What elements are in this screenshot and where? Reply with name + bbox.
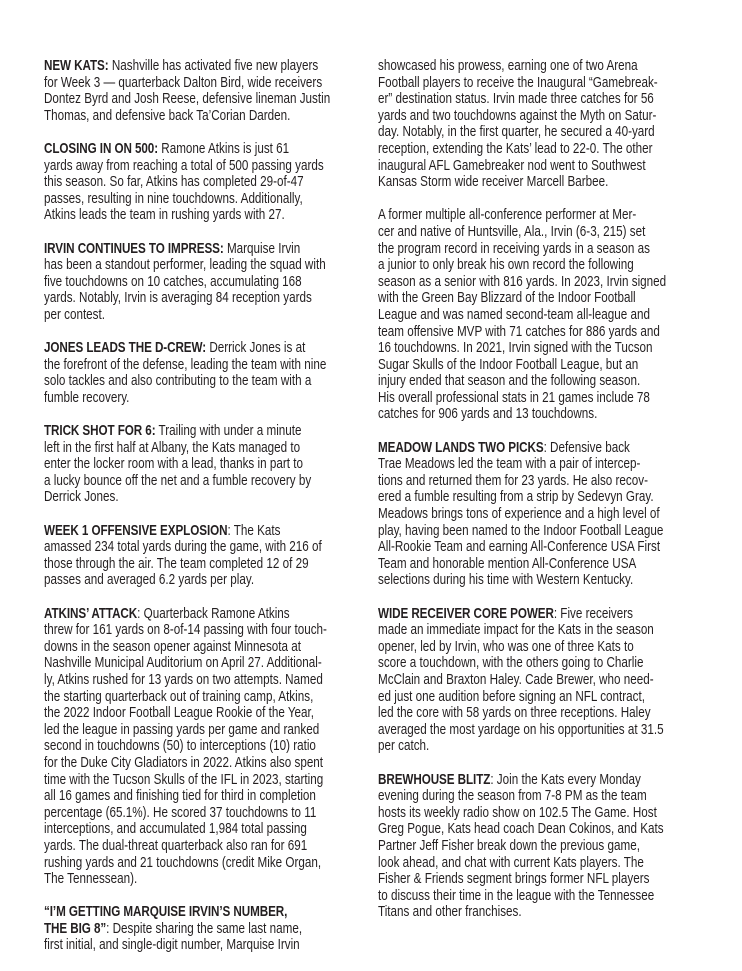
- text-line: Kansas Storm wide receiver Marcell Barbee.: [378, 174, 609, 191]
- text-line: time with the Tucson Skulls of the IFL in 2023, starting: [44, 771, 324, 788]
- text-line: interceptions, and accumulated 1,984 total passing: [44, 821, 307, 838]
- text-line: McClain and Braxton Haley. Cade Brewer, who need-: [378, 671, 654, 688]
- section-heading: TRICK SHOT FOR 6:: [44, 423, 156, 440]
- section-heading: WIDE RECEIVER CORE POWER: [378, 605, 554, 622]
- text-line: All-Rookie Team and earning All-Conference USA First: [378, 539, 661, 556]
- section-heading: THE BIG 8”: [44, 920, 107, 937]
- text-line: score a touchdown, with the others going to Charlie: [378, 655, 644, 672]
- text-line: enter the locker room with a lead, thanks in part to: [44, 456, 303, 473]
- section-heading: MEADOW LANDS TWO PICKS: [378, 439, 544, 456]
- text-line: [44, 921, 380, 938]
- text-line: ly, Atkins rushed for 13 yards on two attempts. Named: [44, 671, 323, 688]
- text-line: catches for 906 yards and 13 touchdowns.: [378, 406, 598, 423]
- text-line: the 2022 Indoor Football League Rookie of the Year,: [44, 705, 315, 722]
- text-line: [44, 606, 380, 623]
- text-line: a junior to only break his own record the following: [378, 257, 634, 274]
- article-paragraph-continued: [378, 58, 742, 191]
- text-line: [378, 440, 714, 457]
- body-text: : Defensive back: [543, 439, 630, 456]
- body-text: Derrick Jones is at: [209, 340, 306, 357]
- text-line: made an immediate impact for the Kats in the season: [378, 622, 654, 639]
- body-text: : Five receivers: [553, 605, 633, 622]
- text-line: second in touchdowns (50) to interceptions (10) ratio: [44, 738, 316, 755]
- section-heading: BREWHOUSE BLITZ: [378, 771, 491, 788]
- text-line: His overall professional stats in 21 games include 78: [378, 389, 650, 406]
- text-line: led the core with 58 yards on three receptions. Haley: [378, 705, 651, 722]
- text-line: passes, resulting in nine touchdowns. Additionally,: [44, 190, 303, 207]
- body-text: : The Kats: [227, 522, 281, 539]
- text-line: Titans and other franchises.: [378, 904, 522, 921]
- text-line: reception, extending the Kats’ lead to 22-0. The other: [378, 140, 653, 157]
- text-line: yards and two touchdowns against the Myth on Satur-: [378, 107, 657, 124]
- text-line: for the Duke City Gladiators in 2022. Atkins also spent: [44, 754, 324, 771]
- text-line: Meadows brings tons of experience and a high level of: [378, 506, 660, 523]
- text-line: [44, 340, 380, 357]
- body-text: : Quarterback Ramone Atkins: [137, 605, 290, 622]
- article-paragraph-wide-receiver-core-power: [378, 606, 742, 755]
- text-line: Team and honorable mention All-Conference USA: [378, 555, 637, 572]
- text-line: ered a fumble resulting from a strip by Sedevyn Gray.: [378, 489, 654, 506]
- text-line: all 16 games and finishing tied for third in completion: [44, 788, 316, 805]
- text-line: selections during his time with Western Kentucky.: [378, 572, 634, 589]
- text-line: evening during the season from 7-8 PM as the team: [378, 788, 647, 805]
- text-line: Greg Pogue, Kats head coach Dean Cokinos, and Kats: [378, 821, 664, 838]
- section-heading: IRVIN CONTINUES TO IMPRESS:: [44, 240, 224, 257]
- section-heading: “I’M GETTING MARQUISE IRVIN’S NUMBER,: [44, 904, 288, 921]
- text-line: showcased his prowess, earning one of two Arena: [378, 58, 638, 74]
- text-line: those through the air. The team completed 12 of 29: [44, 555, 309, 572]
- text-line: [44, 904, 380, 921]
- text-line: passes and averaged 6.2 yards per play.: [44, 572, 255, 589]
- text-line: averaged the most yardage on his opportunities at 31.5: [378, 721, 664, 738]
- text-line: Fisher & Friends segment brings former NFL players: [378, 871, 650, 888]
- right-column: [378, 58, 742, 937]
- text-line: five touchdowns on 10 catches, accumulating 168: [44, 273, 302, 290]
- text-line: the starting quarterback out of training camp, Atkins,: [44, 688, 314, 705]
- body-text: Nashville has activated five new players: [111, 58, 319, 74]
- text-line: [44, 58, 380, 75]
- text-line: yards. The dual-threat quarterback also ran for 691: [44, 837, 308, 854]
- text-line: per catch.: [378, 738, 430, 755]
- text-line: has been a standout performer, leading the squad with: [44, 257, 326, 274]
- text-line: 16 touchdowns. In 2021, Irvin signed with the Tucson: [378, 340, 653, 357]
- section-heading: NEW KATS:: [44, 58, 109, 74]
- text-line: Thomas, and defensive back Ta’Corian Darden.: [44, 107, 291, 124]
- text-line: threw for 161 yards on 8-of-14 passing with four touch-: [44, 622, 327, 639]
- text-line: led the league in passing yards per game and ranked: [44, 721, 320, 738]
- text-line: to discuss their time in the league with the Tennessee: [378, 887, 655, 904]
- text-line: first initial, and single-digit number, Marquise Irvin: [44, 937, 300, 954]
- text-line: season as a senior with 816 yards. In 2023, Irvin signed: [378, 273, 667, 290]
- body-text: Trailing with under a minute: [158, 423, 302, 440]
- text-line: fumble recovery.: [44, 389, 130, 406]
- text-line: per contest.: [44, 306, 106, 323]
- text-line: Nashville Municipal Auditorium on April 27. Additional-: [44, 655, 322, 672]
- text-line: opener, led by Irvin, who was one of three Kats to: [378, 638, 634, 655]
- text-line: look ahead, and chat with current Kats players. The: [378, 854, 644, 871]
- text-line: Partner Jeff Fisher break down the previous game,: [378, 837, 640, 854]
- text-line: tions and returned them for 23 yards. He also recov-: [378, 472, 648, 489]
- text-line: solo tackles and also contributing to the team with a: [44, 373, 312, 390]
- text-line: yards. Notably, Irvin is averaging 84 reception yards: [44, 290, 312, 307]
- section-heading: WEEK 1 OFFENSIVE EXPLOSION: [44, 522, 228, 539]
- article-paragraph-continued: [378, 207, 742, 423]
- text-line: ed just one audition before signing an NFL contract,: [378, 688, 645, 705]
- section-heading: ATKINS’ ATTACK: [44, 605, 138, 622]
- text-line: [378, 772, 714, 789]
- text-line: this season. So far, Atkins has completed 29-of-47: [44, 174, 304, 191]
- body-text: : Despite sharing the same last name,: [106, 920, 303, 937]
- section-heading: CLOSING IN ON 500:: [44, 140, 159, 157]
- article-paragraph-brewhouse-blitz: [378, 772, 742, 921]
- text-line: play, having been named to the Indoor Football League: [378, 522, 664, 539]
- text-line: League and was named second-team all-league and: [378, 306, 650, 323]
- text-line: A former multiple all-conference performer at Mer-: [378, 207, 637, 224]
- text-line: with the Green Bay Blizzard of the Indoor Football: [378, 290, 636, 307]
- text-line: for Week 3 — quarterback Dalton Bird, wide receivers: [44, 74, 323, 91]
- text-line: Atkins leads the team in rushing yards with 27.: [44, 207, 285, 224]
- text-line: The Tennessean).: [44, 871, 138, 888]
- text-line: rushing yards and 21 touchdowns (credit Mike Organ,: [44, 854, 322, 871]
- text-line: amassed 234 total yards during the game, with 216 of: [44, 539, 322, 556]
- text-line: left in the first half at Albany, the Kats managed to: [44, 439, 301, 456]
- text-line: cer and native of Huntsville, Ala., Irvin (6-3, 215) set: [378, 223, 646, 240]
- text-line: [44, 141, 380, 158]
- article-paragraph-meadow-lands-two-picks: [378, 440, 742, 589]
- text-line: Football players to receive the Inaugural “Gamebreak-: [378, 74, 658, 91]
- text-line: hosts its weekly radio show on 102.5 The Game. Host: [378, 804, 657, 821]
- text-line: [378, 606, 714, 623]
- text-line: day. Notably, in the first quarter, he secured a 40-yard: [378, 124, 655, 141]
- section-heading: JONES LEADS THE D-CREW:: [44, 340, 207, 357]
- text-line: Dontez Byrd and Josh Reese, defensive lineman Justin: [44, 91, 331, 108]
- text-line: [44, 241, 380, 258]
- body-text: Ramone Atkins is just 61: [161, 140, 290, 157]
- text-line: team offensive MVP with 71 catches for 886 yards and: [378, 323, 660, 340]
- body-text: : Join the Kats every Monday: [490, 771, 641, 788]
- text-line: a lucky bounce off the net and a fumble recovery by: [44, 472, 312, 489]
- text-line: yards away from reaching a total of 500 passing yards: [44, 157, 324, 174]
- text-line: the forefront of the defense, leading the team with nine: [44, 356, 327, 373]
- text-line: [44, 523, 380, 540]
- text-line: er” destination status. Irvin made three catches for 56: [378, 91, 654, 108]
- text-line: downs in the season opener against Minnesota at: [44, 638, 302, 655]
- text-line: inaugural AFL Gamebreaker nod went to Southwest: [378, 157, 646, 174]
- text-line: percentage (65.1%). He scored 37 touchdowns to 11: [44, 804, 317, 821]
- text-line: [44, 423, 380, 440]
- text-line: Derrick Jones.: [44, 489, 119, 506]
- text-line: Sugar Skulls of the Indoor Football League, but an: [378, 356, 639, 373]
- text-line: Trae Meadows led the team with a pair of intercep-: [378, 456, 641, 473]
- text-line: injury ended that season and the following season.: [378, 373, 641, 390]
- text-line: the program record in receiving yards in a season as: [378, 240, 650, 257]
- body-text: Marquise Irvin: [226, 240, 301, 257]
